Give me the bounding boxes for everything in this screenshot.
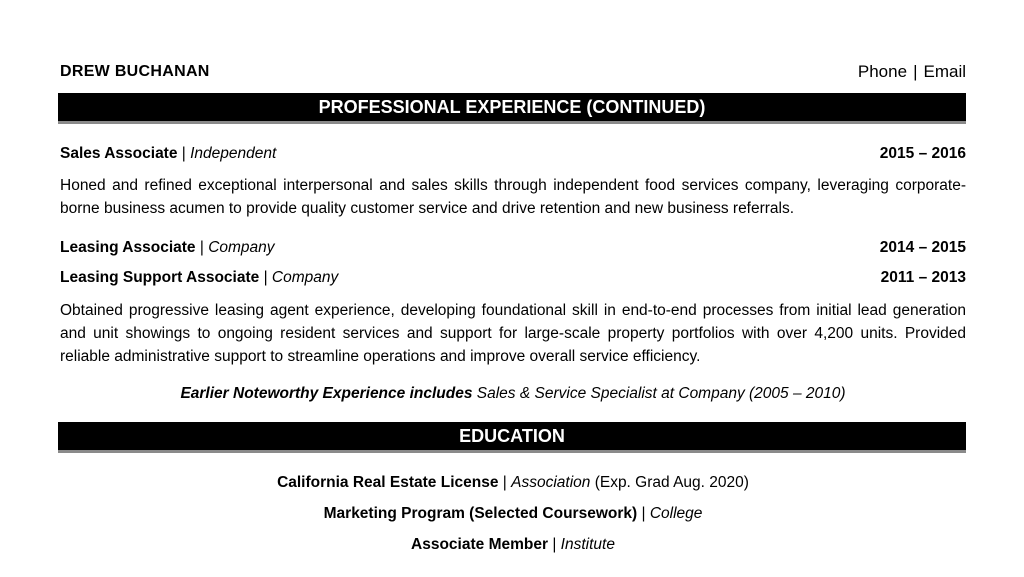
- job-leasing-support-associate: [60, 268, 966, 288]
- education-title: California Real Estate License: [277, 474, 499, 491]
- job-years: 2014 – 2015: [879, 239, 966, 256]
- education-organization: Institute: [560, 536, 615, 553]
- education-separator: |: [641, 505, 646, 522]
- job-title-line: [60, 269, 338, 287]
- education-heading: EDUCATION: [58, 422, 966, 453]
- email-label: Email: [923, 62, 966, 81]
- job-title: Leasing Associate: [60, 239, 196, 256]
- education-title: Marketing Program (Selected Coursework): [323, 505, 638, 522]
- earlier-experience-note: [60, 383, 966, 405]
- job-years: 2015 – 2016: [879, 145, 966, 162]
- earlier-experience-detail: Sales & Service Specialist at Company (2005 – 2010): [476, 385, 846, 402]
- resume-header: [60, 60, 966, 84]
- education-item: [60, 534, 966, 556]
- job-organization: Company: [271, 269, 339, 286]
- experience-heading: PROFESSIONAL EXPERIENCE (CONTINUED): [58, 93, 966, 124]
- job-title: Leasing Support Associate: [60, 269, 260, 286]
- job-years: 2011 – 2013: [880, 269, 966, 286]
- job-organization: Independent: [190, 145, 277, 162]
- education-separator: |: [552, 536, 557, 553]
- job-organization: Company: [208, 239, 275, 256]
- job-title: Sales Associate: [60, 145, 178, 162]
- education-item: [60, 503, 966, 525]
- job-title-line: [60, 239, 275, 257]
- job-sales-associate: [60, 144, 966, 164]
- job-title-line: [60, 145, 276, 163]
- phone-label: Phone: [857, 62, 908, 81]
- job-separator: |: [181, 145, 186, 162]
- education-organization: Association: [511, 474, 591, 491]
- job-description: Honed and refined exceptional interpersonal and sales skills through independent food services company, leveraging corporate-borne business acumen to provide quality customer service and drive retention and new business referrals.: [60, 177, 966, 217]
- job-separator: |: [199, 239, 204, 256]
- contact-info: [858, 62, 966, 82]
- education-organization: College: [649, 505, 703, 522]
- candidate-name: DREW BUCHANAN: [60, 63, 210, 80]
- education-separator: |: [502, 474, 507, 491]
- education-note: (Exp. Grad Aug. 2020): [594, 474, 749, 491]
- job-leasing-associate: [60, 238, 966, 258]
- job-description: Obtained progressive leasing agent experience, developing foundational skill in end-to-end processes from initial lead generation and unit showings to ongoing resident services and support for large-scale property portfolios with over 4,200 units. Provided reliable administrative support to streamline operations and improve overall service efficiency.: [60, 302, 966, 365]
- education-item: [60, 472, 966, 494]
- earlier-experience-lead: Earlier Noteworthy Experience includes: [180, 385, 473, 402]
- education-title: Associate Member: [411, 536, 549, 553]
- job-separator: |: [263, 269, 268, 286]
- contact-separator: |: [913, 62, 918, 81]
